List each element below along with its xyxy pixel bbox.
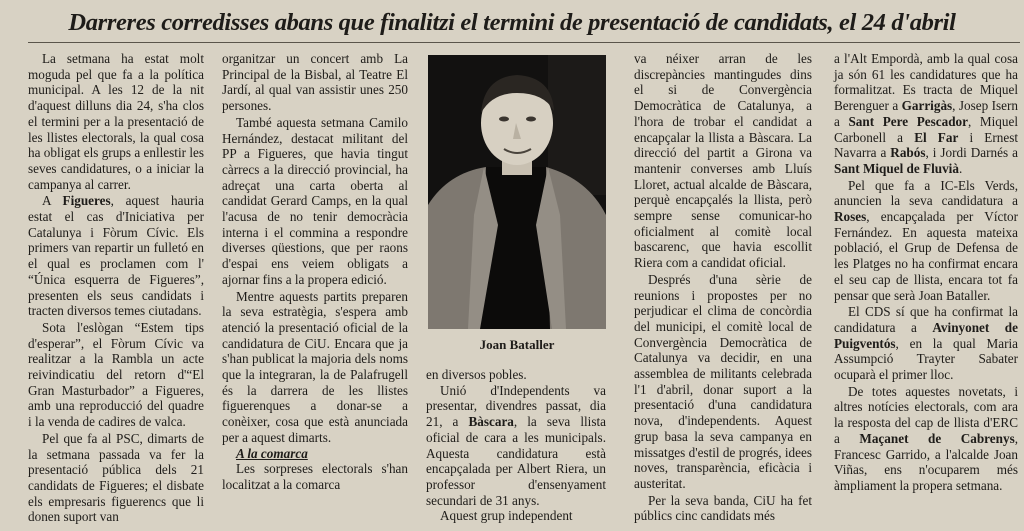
place-name: Avinyonet de Puigventós — [834, 319, 1018, 351]
text-run: De totes aquestes novetats, i altres notícies electorals, com ara la resposta del cap de llista d'ERC a — [834, 383, 1018, 446]
text-run: El CDS sí que ha confirmat la candidatura a — [834, 304, 1018, 335]
text-run: Pel que fa a IC-Els Verds, anuncien la seva candidatura a — [834, 177, 1018, 209]
place-name: El Far — [914, 129, 959, 145]
paragraph: Pel que fa al PSC, dimarts de la setmana passada va fer la presentació pública dels 21 candidats de Figueres; el disbate els empresaris figuerencs que li donen suport van — [28, 430, 204, 525]
text-run: , Josep Isern a — [834, 98, 1018, 129]
text-run: i Ernest Navarra a — [834, 129, 1018, 161]
paragraph: en diversos pobles. — [426, 367, 527, 382]
portrait-photo — [428, 55, 606, 329]
portrait-illustration — [428, 55, 606, 329]
text-run: . — [958, 160, 963, 176]
place-name: Sant Miquel de Fluvià — [834, 160, 959, 176]
place-name: Rabós — [890, 145, 926, 161]
place-name: Sant Pere Pescador — [848, 113, 968, 129]
paragraph: Mentre aquests partits preparen la seva estratègia, s'espera amb atenció la presentació oficial de la candidatura de CiU. Encara que ja s'han publicat la majoria dels noms que la integraran, la de Palafrugell és la darrera de les llistes figuerenques a donar-se a conèixer, cosa que està anunciada per a aquest dimarts. — [222, 288, 408, 445]
paragraph: La setmana ha estat molt moguda pel que fa a la política municipal. A les 12 de la nit d'aquest dilluns dia 24, s'ha clos el termini per a la presentació de les llistes electorals, la qual cosa ha obligat els grups a enllestir les seves candidatures, o a iniciar la campanya al carrer. — [28, 51, 204, 192]
place-name: Figueres — [62, 193, 111, 209]
paragraph: També aquesta setmana Camilo Hernández, destacat militant del PP a Figueres, que havia tingut càrrecs a la direcció provincial, ha adreçat una carta oberta al candidat Gerard Camps, en la qual l'acusa de no tenir democràcia interna i el commina a respondre diverses qüestions, que per raons d'espai ens veiem obligats a ajornar fins a la propera edició. — [222, 114, 408, 287]
photo-caption: Joan Bataller — [479, 337, 555, 352]
paragraph — [834, 304, 1018, 383]
paragraph: Les sorpreses electorals s'han localitzat a la comarca — [222, 461, 408, 492]
paragraph: organitzar un concert amb La Principal de la Bisbal, al Teatre El Jardí, al qual van assistir unes 250 persones. — [222, 51, 408, 114]
text-run: A — [42, 193, 63, 209]
column-4 — [634, 51, 812, 524]
paragraph — [834, 178, 1018, 304]
place-name: Maçanet de Cabrenys — [859, 430, 1015, 446]
text-run: , aquest hauria estat el cas d'Iniciativa per Catalunya i Fòrum Cívic. Els primers van repartir un fulletó en el qual es proclamen com l' “Única esquerra de Figueres”, presenten els seus candidats i tracten diversos temes ciutadans. — [28, 193, 204, 319]
text-run: , Miquel Carbonell a — [834, 113, 1018, 145]
paragraph — [834, 51, 1018, 177]
place-name: Bàscara — [468, 414, 514, 430]
paragraph — [28, 193, 204, 319]
text-run: , Francesc Garrido, a l'alcalde Joan Viñas, ens n'ocuparem més àmpliament la propera setmana. — [834, 430, 1018, 493]
paragraph: Després d'una sèrie de reunions i propostes per no perjudicar el clima de concòrdia del municipi, el comitè local de Convergència Democràtica de Catalunya va decidir, en una assemblea de militants celebrada l'1 d'abril, donar suport a la presentació d'una candidatura nova, d'independents. Aquest grup basa la seva campanya en missatges d'estil de progrés, idees noves, transparència, eficàcia i austeritat. — [634, 271, 812, 491]
paragraph — [834, 384, 1018, 494]
place-name: Roses — [834, 209, 867, 225]
text-run: , i Jordi Darnés a — [925, 145, 1018, 161]
column-2 — [222, 51, 408, 493]
paragraph — [426, 383, 606, 509]
text-run: , encapçalada per Víctor Fernández. En aquesta mateixa població, el Grup de Defensa de les Platges no ha confirmat encara el seu cap de llista, encara tot fa pensar que serà Joan Bataller. — [834, 209, 1018, 303]
paragraph: va néixer arran de les discrepàncies mantingudes dins el si de Convergència Democràtica de Catalunya, a l'hora de trobar el candidat a encapçalar la llista a Bàscara. La direcció del partit a Girona va mantenir converses amb Lluís Lloret, actual alcalde de Bàscara, perquè encapçalés la llista, però sempre sense comunicar-ho oficialment al comitè local bascarenc, que havia escollit Riera com a candidat oficial. — [634, 51, 812, 271]
text-run: a l'Alt Empordà, amb la qual cosa ja són 61 les candidatures que ha formalitzat. Es tracta de Miquel Berenguer a — [834, 51, 1018, 114]
paragraph: Per la seva banda, CiU ha fet públics cinc candidats més — [634, 492, 812, 524]
text-run: , en la qual Maria Assumpció Trayter Sabater ocuparà el primer lloc. — [834, 335, 1018, 383]
headline-rule — [28, 42, 1020, 43]
place-name: Garrigàs — [901, 98, 953, 114]
paragraph: Sota l'eslògan “Estem tips d'esperar”, el Fòrum Cívic va realitzar a la Rambla un acte reivindicatiu del retorn d'“El Gran Masturbador” a Figueres, amb una reproducció del quadre i la venda de cadires de valca. — [28, 319, 204, 430]
text-run: Unió d'Independents va presentar, divendres passat, dia 21, a — [426, 382, 606, 430]
paragraph: Aquest grup independent — [440, 508, 573, 524]
text-run: , la seva llista oficial de cara a les municipals. Aquesta candidatura està encapçalada per Albert Riera, un professor d'ensenyament secundari de 31 anys. — [426, 414, 606, 508]
column-1 — [28, 51, 204, 525]
column-5 — [834, 51, 1018, 494]
headline: Darreres corredisses abans que finalitzi el termini de presentació de candidats, el 24 d'abril — [68, 9, 956, 36]
section-subhead: A la comarca — [236, 445, 308, 461]
column-3 — [426, 367, 606, 524]
